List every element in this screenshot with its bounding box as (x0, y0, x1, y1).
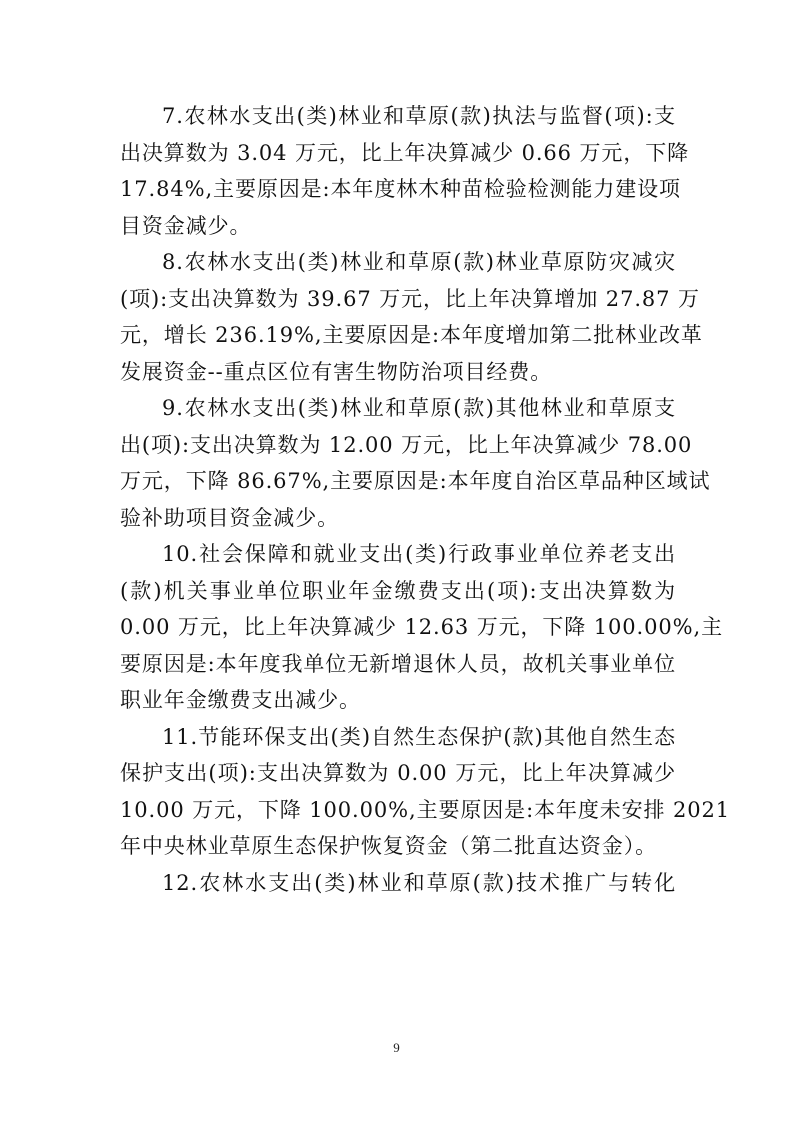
paragraph-12 (120, 865, 676, 902)
text-line: 验补助项目资金减少。 (120, 505, 339, 530)
paragraph-10 (120, 536, 723, 719)
text-line: 8.农林水支出(类)林业和草原(款)林业草原防灾减灾 (162, 250, 676, 274)
text-line: (款)机关事业单位职业年金缴费支出(项):支出决算数为 (120, 578, 676, 603)
text-line: 元，增长 236.19%,主要原因是:本年度增加第二批林业改革 (120, 323, 703, 347)
text-line: 12.农林水支出(类)林业和草原(款)技术推广与转化 (162, 870, 676, 895)
text-line: 要原因是:本年度我单位无新增退休人员，故机关事业单位 (120, 651, 676, 676)
paragraph-11 (120, 719, 731, 865)
text-line: 保护支出(项):支出决算数为 0.00 万元，比上年决算减少 (120, 761, 676, 785)
text-line: 出决算数为 3.04 万元，比上年决算减少 0.66 万元，下降 (120, 140, 690, 165)
page-number: 9 (393, 1040, 400, 1055)
paragraph-9 (120, 390, 711, 536)
document-body (120, 98, 731, 901)
text-line: 年中央林业草原生态保护恢复资金（第二批直达资金）。 (120, 834, 657, 858)
text-line: 职业年金缴费支出减少。 (120, 688, 361, 712)
text-line: 发展资金--重点区位有害生物防治项目经费。 (120, 359, 553, 384)
paragraph-7 (120, 98, 690, 244)
text-line: 目资金减少。 (120, 213, 252, 238)
text-line: 出(项):支出决算数为 12.00 万元，比上年决算减少 78.00 (120, 432, 693, 457)
text-line: 10.社会保障和就业支出(类)行政事业单位养老支出 (162, 542, 676, 566)
text-line: 0.00 万元，比上年决算减少 12.63 万元，下降 100.00%,主 (120, 615, 723, 639)
text-line: 9.农林水支出(类)林业和草原(款)其他林业和草原支 (162, 396, 676, 420)
text-line: 11.节能环保支出(类)自然生态保护(款)其他自然生态 (162, 724, 676, 749)
text-line: 10.00 万元，下降 100.00%,主要原因是:本年度未安排 2021 (120, 797, 731, 822)
text-line: 7.农林水支出(类)林业和草原(款)执法与监督(项):支 (162, 104, 676, 128)
paragraph-8 (120, 244, 703, 390)
text-line: 17.84%,主要原因是:本年度林木种苗检验检测能力建设项 (120, 177, 681, 201)
text-line: (项):支出决算数为 39.67 万元，比上年决算增加 27.87 万 (120, 286, 700, 311)
text-line: 万元，下降 86.67%,主要原因是:本年度自治区草品种区域试 (120, 469, 711, 493)
